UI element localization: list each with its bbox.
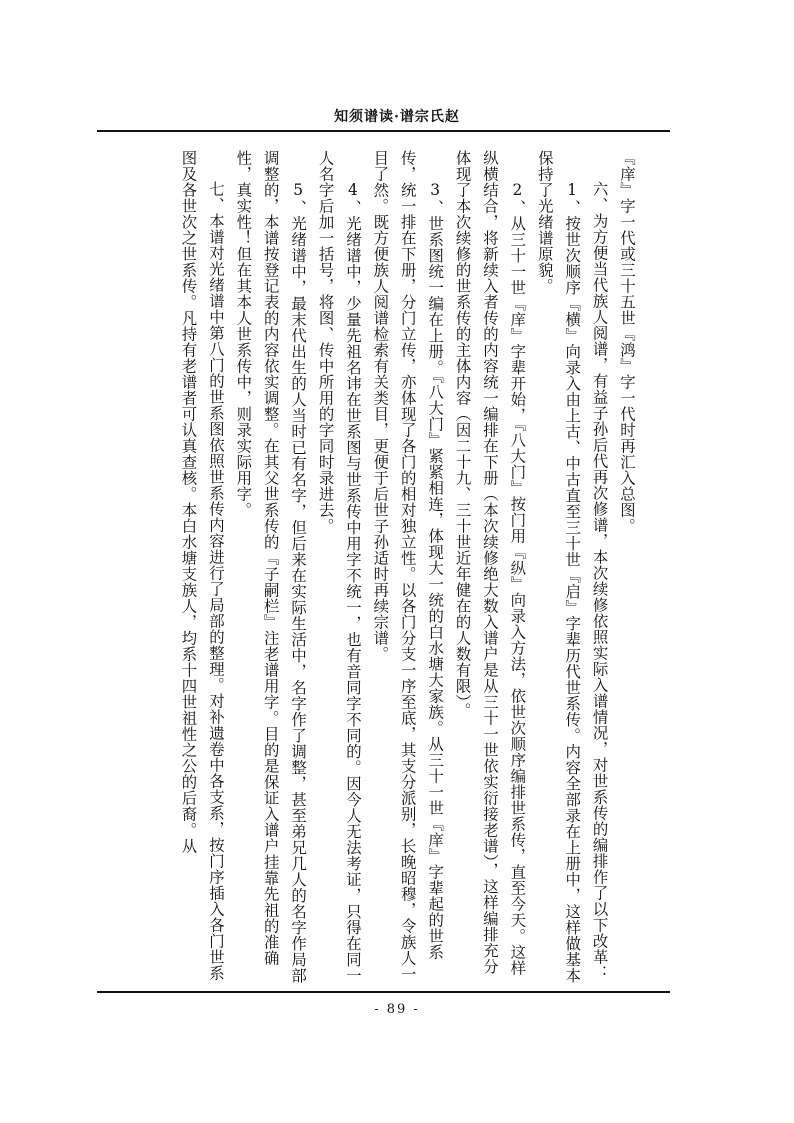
paragraph: 六、为方便当代族人阅谱，有益子孙后代再次修谱，本次续修依照实际入谱情况，对世系传的编排作了以下改革：	[590, 180, 609, 981]
header-rule	[97, 130, 670, 132]
paragraph: 3、世系图统一编在上册。『八大门』紧紧相连，体现大一统的白水塘大家族。从三十一世『庠』字辈起的世系传，统一排在下册，分门立传，亦体现了各门的相对独立性。以各门分支一序至底，其支分派别，长晚昭穆，令族人一目了然。既方便族人阅谱检索有关类目，更便于后世子孙适时再续宗谱。	[371, 150, 445, 982]
running-header: 知须谱读·谱宗氏赵	[334, 109, 460, 125]
footer-rule	[97, 991, 670, 993]
paragraph: 1、按世次顺序『横』向录入由上古、中古直至三十世『启』字辈历代世系传。内容全部录在上册中，这样做基本保持了光绪谱原貌。	[535, 150, 582, 984]
vertical-text-body	[101, 150, 640, 985]
paragraph: 七、本谱对光绪谱中第八门的世系图依照世系传内容进行了局部的整理。对补遗卷中各支系，按门序插入各门世系图及各世次之世系传。凡持有老谱者可认真查核。本白水塘支族人，均系十四世祖性之公的后裔。从	[179, 150, 225, 981]
paragraph: 2、从三十一世『庠』字辈开始，『八大门』按门用『纵』向录入方法，依世次顺序编排世系传，直至今天。这样纵横结合，将新续入者传的内容统一编排在下册（本次续修绝大数入谱户是从三十一世依实衍接老谱），这样编排充分体现了本次续修的世系传的主体内容（因二十九、三十世近年健在的人数有限）。	[453, 150, 527, 976]
page-number: - 89 -	[374, 1002, 420, 1017]
paragraph: 『庠』字一代或三十五世『鸿』字一代时再汇入总图。	[618, 150, 636, 534]
paragraph: 4、光绪谱中，少量先祖名讳在世系图与世系传中用字不统一，也有音同字不同的。因今人无法考证，只得在同一人名字后加一括号，将图、传中所用的字同时录进去。	[316, 150, 362, 984]
paragraph: 5、光绪谱中，最末代出生的人当时已有名字，但后来在实际生活中，名字作了调整，甚至弟兄几人的名字作局部调整的，本谱按登记表的内容依实调整。在其父世系传的『子嗣栏』注老谱用字。目的是保证入谱户挂靠先祖的准确性，真实性！但在其本人世系传中，则录实际用字。	[234, 150, 308, 984]
